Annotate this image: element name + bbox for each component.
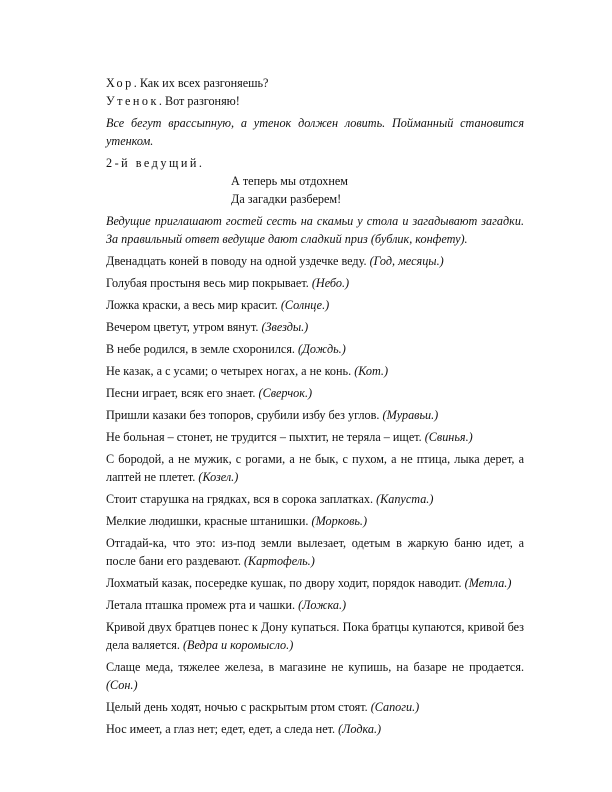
verse-line-2: Да загадки разберем! [231,192,342,206]
stage-direction-1: Все бегут врассыпную, а утенок должен ловить. Пойманный становится утенком. [106,116,524,148]
riddle-answer: (Сон.) [106,678,138,692]
riddle-question: В небе родился, в земле схоронился. [106,342,299,356]
duckling-text: . Вот разгоняю! [158,94,240,108]
riddle-item [106,252,524,270]
riddle-answer: (Год, месяцы.) [369,254,444,268]
riddle-item [106,340,524,358]
riddle-answer: (Сверчок.) [258,386,313,400]
riddle-question: Отгадай-ка, что это: из-под земли вылезает, одетым в жаркую баню идет, а после бани его раздевают. [106,536,524,568]
stage-direction-2: Ведущие приглашают гостей сесть на скамьи у стола и загадывают загадки. За правильный ответ ведущие дают сладкий приз (бублик, конфету). [106,214,524,246]
riddle-item [106,512,524,530]
riddle-item [106,698,524,716]
riddle-question: Слаще меда, тяжелее железа, в магазине не купишь, на базаре не продается. [106,660,524,674]
speaker-chorus: Хор [106,76,134,90]
host-text: . [198,156,202,170]
speaker-duckling: Утенок [106,94,159,108]
riddle-item [106,318,524,336]
riddle-answer: (Солнце.) [280,298,330,312]
riddle-item [106,574,524,592]
riddle-item [106,534,524,570]
riddle-answer: (Кот.) [354,364,389,378]
riddle-item [106,406,524,424]
riddle-question: Целый день ходят, ночью с раскрытым ртом стоят. [106,700,371,714]
riddle-question: Песни играет, всяк его знает. [106,386,259,400]
document-body [106,74,524,738]
riddle-answer: (Дождь.) [298,342,346,356]
riddle-item [106,658,524,694]
riddle-answer: (Козел.) [198,470,239,484]
verse-line-1: А теперь мы отдохнем [231,174,348,188]
riddle-answer: (Морковь.) [311,514,368,528]
riddle-item [106,274,524,292]
riddle-item [106,384,524,402]
riddle-item [106,720,524,738]
riddle-question: Вечером цветут, утром вянут. [106,320,262,334]
riddle-item [106,362,524,380]
riddle-question: Летала пташка промеж рта и чашки. [106,598,299,612]
riddle-question: Не казак, а с усами; о четырех ногах, а не конь. [106,364,355,378]
riddle-answer: (Звезды.) [261,320,309,334]
riddle-answer: (Картофель.) [243,554,315,568]
riddle-item [106,596,524,614]
riddle-answer: (Сапоги.) [370,700,420,714]
riddle-question: С бородой, а не мужик, с рогами, а не бык, с пухом, а не птица, лыка дерет, а лаптей не плетет. [106,452,524,484]
riddle-question: Ложка краски, а весь мир красит. [106,298,281,312]
riddle-list [106,252,524,738]
riddle-item [106,296,524,314]
speaker-host-2: 2-й ведущий [106,156,199,170]
chorus-text: . Как их всех разгоняешь? [133,76,269,90]
riddle-item [106,450,524,486]
riddle-answer: (Ведра и коромысло.) [182,638,294,652]
riddle-item [106,428,524,446]
riddle-question: Нос имеет, а глаз нет; едет, едет, а следа нет. [106,722,339,736]
riddle-item [106,490,524,508]
riddle-question: Двенадцать коней в поводу на одной уздечке веду. [106,254,370,268]
riddle-question: Лохматый казак, посередке кушак, по двору ходит, порядок наводит. [106,576,465,590]
riddle-answer: (Ложка.) [298,598,347,612]
riddle-question: Пришли казаки без топоров, срубили избу без углов. [106,408,383,422]
riddle-question: Голубая простыня весь мир покрывает. [106,276,312,290]
riddle-question: Стоит старушка на грядках, вся в сорока заплатках. [106,492,377,506]
riddle-question: Мелкие людишки, красные штанишки. [106,514,312,528]
host-line [106,154,524,172]
riddle-answer: (Лодка.) [338,722,382,736]
duckling-line [106,92,524,110]
riddle-answer: (Свинья.) [424,430,473,444]
riddle-answer: (Небо.) [311,276,350,290]
riddle-answer: (Муравьи.) [382,408,439,422]
riddle-answer: (Капуста.) [376,492,434,506]
riddle-item [106,618,524,654]
chorus-line [106,74,524,92]
riddle-question: Кривой двух братцев понес к Дону купаться. Пока братцы купаются, кривой без дела валяется. [106,620,524,652]
riddle-question: Не больная – стонет, не трудится – пыхтит, не теряла – ищет. [106,430,425,444]
riddle-answer: (Метла.) [464,576,512,590]
